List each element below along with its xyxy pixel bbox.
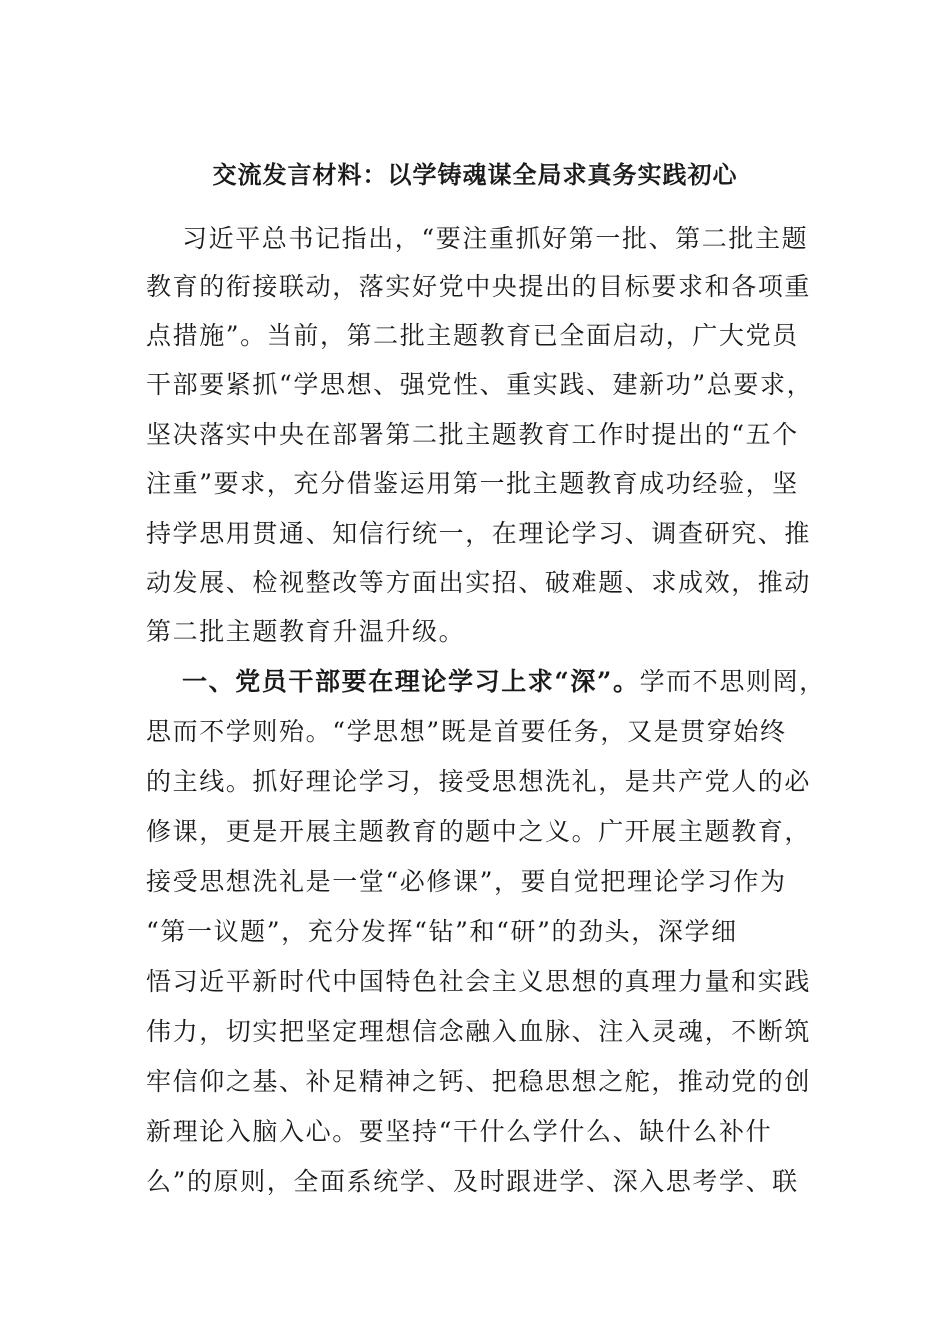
intro-line-4: 干部要紧抓“学思想、强党性、重实践、建新功”总要求， — [146, 370, 814, 399]
intro-line-6: 注重”要求，充分借鉴运用第一批主题教育成功经验，坚 — [146, 469, 799, 498]
section1-line-6: “第一议题”，充分发挥“钻”和“研”的劲头，深学细 — [146, 917, 738, 946]
intro-line-5: 坚决落实中央在部署第二批主题教育工作时提出的“五个 — [146, 420, 799, 449]
section1-line-3: 的主线。抓好理论学习，接受思想洗礼，是共产党人的必 — [146, 767, 812, 796]
section1-line-5: 接受思想洗礼是一堂“必修课”，要自觉把理论学习作为 — [146, 867, 787, 896]
section1-first-line — [182, 664, 826, 700]
intro-line-2: 教育的衔接联动，落实好党中央提出的目标要求和各项重 — [146, 272, 812, 301]
section1-line-9: 牢信仰之基、补足精神之钙、把稳思想之舵，推动党的创 — [146, 1067, 812, 1096]
section1-line-10: 新理论入脑入心。要坚持“干什么学什么、缺什么补什 — [146, 1117, 773, 1146]
section1-line-2: 思而不学则殆。“学思想”既是首要任务，又是贯穿始终 — [146, 717, 787, 746]
section1-heading: 一、党员干部要在理论学习上求“深”。 — [182, 667, 640, 696]
intro-line-9: 第二批主题教育升温升级。 — [146, 617, 466, 646]
intro-line-3: 点措施”。当前，第二批主题教育已全面启动，广大党员 — [146, 321, 799, 350]
intro-line-1: 习近平总书记指出，“要注重抓好第一批、第二批主题 — [182, 224, 809, 253]
section1-line-11: 么”的原则，全面系统学、及时跟进学、深入思考学、联 — [146, 1167, 799, 1196]
section1-line-1: 学而不思则罔， — [639, 667, 826, 696]
intro-line-8: 动发展、检视整改等方面出实招、破难题、求成效，推动 — [146, 568, 812, 597]
intro-line-7: 持学思用贯通、知信行统一，在理论学习、调查研究、推 — [146, 519, 812, 548]
section1-line-4: 修课，更是开展主题教育的题中之义。广开展主题教育， — [146, 817, 812, 846]
section1-line-7: 悟习近平新时代中国特色社会主义思想的真理力量和实践 — [146, 967, 812, 996]
section1-line-8: 伟力，切实把坚定理想信念融入血脉、注入灵魂，不断筑 — [146, 1017, 812, 1046]
document-title: 交流发言材料：以学铸魂谋全局求真务实践初心 — [212, 160, 738, 189]
